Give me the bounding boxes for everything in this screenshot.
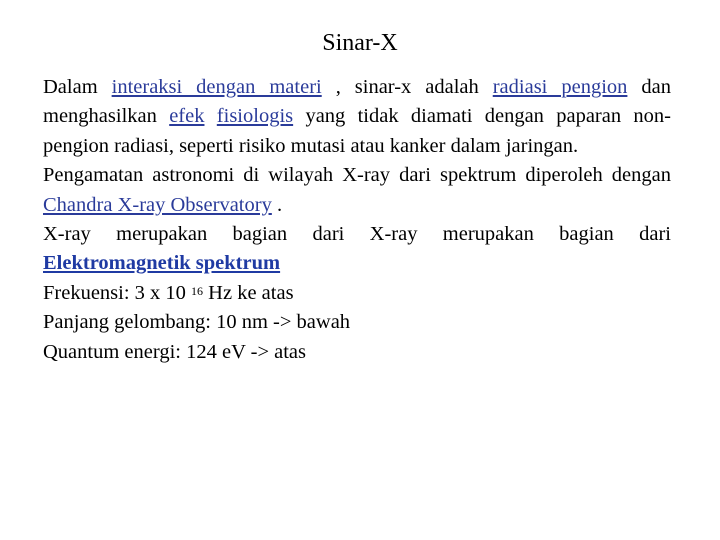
exponent: 16 (191, 283, 204, 298)
paragraph-interaction (43, 73, 671, 161)
text: Frekuensi: 3 x 10 (43, 281, 192, 304)
paragraph-astronomy (43, 161, 671, 220)
slide-content (43, 73, 671, 367)
slide-title: Sinar-X (322, 30, 398, 56)
text: . (271, 193, 283, 216)
paragraph-frequency (43, 279, 671, 308)
text: yang tidak diamati dengan paparan non-pengion radiasi, seperti risiko mutasi atau kanker dalam jaringan. (43, 105, 672, 157)
text: Hz ke atas (203, 281, 294, 304)
text: , sinar-x adalah (321, 76, 493, 98)
text: X-ray merupakan bagian dari X-ray merupakan bagian dari (43, 223, 671, 246)
paragraph-wavelength: Panjang gelombang: 10 nm -> bawah (43, 311, 351, 334)
text (204, 105, 216, 127)
paragraph-spectrum (43, 220, 671, 279)
text: Dalam (43, 76, 112, 98)
link-chandra-observatory[interactable]: Chandra X-ray Observatory (43, 193, 272, 216)
link-efek[interactable]: efek (169, 105, 205, 128)
link-fisiologis[interactable]: fisiologis (216, 105, 294, 128)
link-interaksi-dengan-materi[interactable]: interaksi dengan materi (111, 76, 322, 98)
link-radiasi-pengion[interactable]: radiasi pengion (492, 76, 628, 98)
link-elektromagnetik-spektrum[interactable]: Elektromagnetik spektrum (43, 252, 281, 275)
text: dan menghasilkan (43, 76, 671, 128)
text: Pengamatan astronomi di wilayah X-ray dari spektrum diperoleh dengan (43, 164, 671, 187)
paragraph-quantum-energy: Quantum energi: 124 eV -> atas (43, 340, 307, 363)
